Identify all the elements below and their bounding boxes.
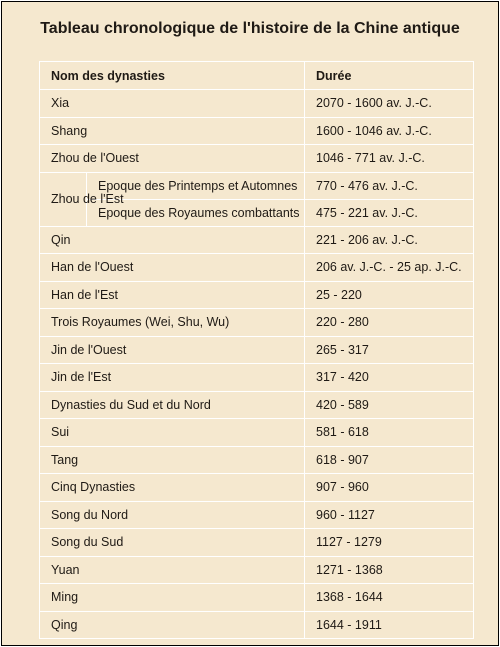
dynasty-duration: 1644 - 1911: [305, 611, 474, 639]
dynasty-duration: 618 - 907: [305, 446, 474, 474]
table-row: [40, 529, 474, 557]
dynasty-name: Dynasties du Sud et du Nord: [40, 391, 305, 419]
dynasty-duration: 960 - 1127: [305, 501, 474, 529]
table-row: [40, 611, 474, 639]
dynasty-duration: 206 av. J.-C. - 25 ap. J.-C.: [305, 254, 474, 282]
dynasty-duration: 221 - 206 av. J.-C.: [305, 226, 474, 254]
dynasty-name: Song du Sud: [40, 529, 305, 557]
table-row: [40, 172, 474, 199]
table-row: [40, 254, 474, 282]
table-row: [40, 90, 474, 118]
dynasty-name: Qin: [40, 226, 305, 254]
dynasty-name: Tang: [40, 446, 305, 474]
dynasty-name: Trois Royaumes (Wei, Shu, Wu): [40, 309, 305, 337]
table-row: [40, 145, 474, 173]
dynasty-name: Ming: [40, 584, 305, 612]
dynasty-duration: 581 - 618: [305, 419, 474, 447]
dynasty-name: Qing: [40, 611, 305, 639]
dynasty-duration: 1600 - 1046 av. J.-C.: [305, 117, 474, 145]
dynasty-name: Jin de l'Est: [40, 364, 305, 392]
dynasty-duration: 1046 - 771 av. J.-C.: [305, 145, 474, 173]
dynasty-table: [39, 61, 474, 639]
dynasty-name: Sui: [40, 419, 305, 447]
dynasty-duration: 1271 - 1368: [305, 556, 474, 584]
table-row: [40, 226, 474, 254]
dynasty-name: Zhou de l'Est: [40, 172, 87, 226]
dynasty-name: Han de l'Est: [40, 281, 305, 309]
dynasty-duration: 25 - 220: [305, 281, 474, 309]
dynasty-name: Shang: [40, 117, 305, 145]
table-row: [40, 501, 474, 529]
table-row: [40, 117, 474, 145]
dynasty-duration: 2070 - 1600 av. J.-C.: [305, 90, 474, 118]
dynasty-name: Song du Nord: [40, 501, 305, 529]
page-title: Tableau chronologique de l'histoire de la Chine antique: [40, 20, 460, 37]
period-name: Epoque des Royaumes combattants: [87, 199, 305, 226]
dynasty-duration: 317 - 420: [305, 364, 474, 392]
dynasty-duration: 265 - 317: [305, 336, 474, 364]
dynasty-name: Yuan: [40, 556, 305, 584]
dynasty-name: Zhou de l'Ouest: [40, 145, 305, 173]
table-row: [40, 446, 474, 474]
table-row: [40, 584, 474, 612]
dynasty-name: Cinq Dynasties: [40, 474, 305, 502]
table-row: [40, 556, 474, 584]
dynasty-duration: 907 - 960: [305, 474, 474, 502]
period-duration: 475 - 221 av. J.-C.: [305, 199, 474, 226]
table-row: [40, 419, 474, 447]
table-row: [40, 336, 474, 364]
dynasty-duration: 1368 - 1644: [305, 584, 474, 612]
table-row: [40, 364, 474, 392]
table-row: [40, 281, 474, 309]
dynasty-duration: 420 - 589: [305, 391, 474, 419]
period-duration: 770 - 476 av. J.-C.: [305, 172, 474, 199]
dynasty-name: Han de l'Ouest: [40, 254, 305, 282]
table-body: [40, 90, 474, 639]
column-header-duration: Durée: [305, 62, 474, 90]
dynasty-name: Jin de l'Ouest: [40, 336, 305, 364]
table-header-row: [40, 62, 474, 90]
column-header-name: Nom des dynasties: [40, 62, 305, 90]
period-name: Epoque des Printemps et Automnes: [87, 172, 305, 199]
table-row: [40, 391, 474, 419]
table-row: [40, 474, 474, 502]
dynasty-duration: 1127 - 1279: [305, 529, 474, 557]
dynasty-duration: 220 - 280: [305, 309, 474, 337]
table-row: [40, 309, 474, 337]
dynasty-name: Xia: [40, 90, 305, 118]
chronology-panel: [1, 1, 499, 646]
